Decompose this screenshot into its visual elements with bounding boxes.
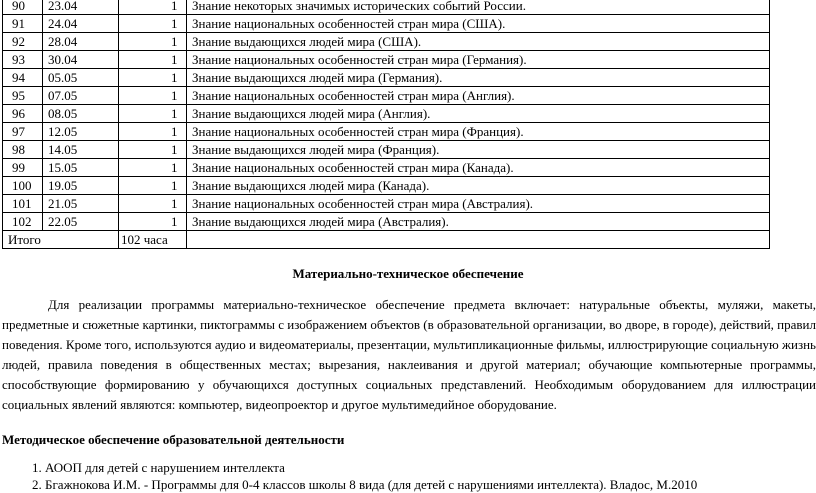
lesson-number: 94: [3, 69, 43, 87]
lesson-date: 19.05: [43, 177, 119, 195]
lesson-date: 08.05: [43, 105, 119, 123]
lesson-hours: 1: [119, 177, 187, 195]
lesson-topic: Знание некоторых значимых исторических событий России.: [187, 0, 770, 15]
lesson-number: 90: [3, 0, 43, 15]
table-row: [3, 15, 770, 33]
reference-item: 2. Бгажнокова И.М. - Программы для 0-4 классов школы 8 вида (для детей с нарушениями интеллекта). Владос, М.2010: [32, 477, 698, 492]
lesson-number: 101: [3, 195, 43, 213]
lesson-date: 28.04: [43, 33, 119, 51]
lesson-date: 30.04: [43, 51, 119, 69]
material-paragraph: Для реализации программы материально-техническое обеспечение предмета включает: натуральные объекты, муляжи, макеты, предметные и сюжетные картинки, пиктограммы с изображением объектов (в образовательной организации, во дворе, в городе), действий, правил поведения. Кроме того, используются аудио и видеоматериалы, презентации, мультипликационные фильмы, иллюстрирующие социальную жизнь людей, правила поведения в общественных местах; вырезания, наклеивания и другой материал; обучающие компьютерные программы, способствующие формированию у обучающихся доступных социальных представлений. Необходимым оборудованием для иллюстрации социальных явлений являются: компьютер, видеопроектор и другое мультимедийное оборудование.: [2, 297, 816, 412]
lesson-number: 102: [3, 213, 43, 231]
lesson-date: 24.04: [43, 15, 119, 33]
lesson-topic: Знание национальных особенностей стран мира (США).: [187, 15, 770, 33]
lesson-topic: Знание национальных особенностей стран мира (Франция).: [187, 123, 770, 141]
lesson-date: 05.05: [43, 69, 119, 87]
lesson-number: 93: [3, 51, 43, 69]
lesson-hours: 1: [119, 51, 187, 69]
lesson-topic: Знание национальных особенностей стран мира (Англия).: [187, 87, 770, 105]
lesson-date: 23.04: [43, 0, 119, 15]
lesson-hours: 1: [119, 87, 187, 105]
methodical-heading: Методическое обеспечение образовательной деятельности: [2, 432, 345, 447]
lesson-topic: Знание национальных особенностей стран мира (Канада).: [187, 159, 770, 177]
lesson-date: 14.05: [43, 141, 119, 159]
lesson-date: 12.05: [43, 123, 119, 141]
lesson-date: 21.05: [43, 195, 119, 213]
table-row: [3, 87, 770, 105]
lesson-hours: 1: [119, 159, 187, 177]
table-row: [3, 177, 770, 195]
lesson-hours: 1: [119, 195, 187, 213]
lesson-number: 92: [3, 33, 43, 51]
total-empty-cell: [187, 231, 770, 249]
reference-item: 1. АООП для детей с нарушением интеллекта: [32, 460, 285, 475]
table-row: [3, 213, 770, 231]
lesson-number: 98: [3, 141, 43, 159]
lesson-hours: 1: [119, 213, 187, 231]
lesson-hours: 1: [119, 69, 187, 87]
table-row: [3, 51, 770, 69]
total-label: Итого: [3, 231, 119, 249]
reference-list: [2, 459, 697, 493]
lesson-number: 97: [3, 123, 43, 141]
lesson-topic: Знание выдающихся людей мира (Канада).: [187, 177, 770, 195]
lesson-topic: Знание выдающихся людей мира (Франция).: [187, 141, 770, 159]
total-row: [3, 231, 770, 249]
lesson-topic: Знание выдающихся людей мира (Германия).: [187, 69, 770, 87]
lesson-topic: Знание выдающихся людей мира (Австралия).: [187, 213, 770, 231]
lesson-hours: 1: [119, 123, 187, 141]
table-row: [3, 69, 770, 87]
lesson-topic: Знание национальных особенностей стран мира (Германия).: [187, 51, 770, 69]
lesson-number: 96: [3, 105, 43, 123]
lesson-number: 95: [3, 87, 43, 105]
lesson-topic: Знание национальных особенностей стран мира (Австралия).: [187, 195, 770, 213]
table-row: [3, 0, 770, 15]
table-row: [3, 159, 770, 177]
material-heading: Материально-техническое обеспечение: [292, 266, 524, 281]
table-row: [3, 195, 770, 213]
schedule-total: [3, 231, 770, 249]
lesson-topic: Знание выдающихся людей мира (США).: [187, 33, 770, 51]
lesson-hours: 1: [119, 33, 187, 51]
schedule-table: [2, 0, 770, 249]
lesson-hours: 1: [119, 15, 187, 33]
total-hours: 102 часа: [119, 231, 187, 249]
table-row: [3, 123, 770, 141]
lesson-hours: 1: [119, 0, 187, 15]
lesson-date: 22.05: [43, 213, 119, 231]
lesson-number: 99: [3, 159, 43, 177]
lesson-date: 15.05: [43, 159, 119, 177]
lesson-number: 100: [3, 177, 43, 195]
lesson-date: 07.05: [43, 87, 119, 105]
lesson-hours: 1: [119, 141, 187, 159]
lesson-number: 91: [3, 15, 43, 33]
schedule-table-body: [3, 0, 770, 231]
table-row: [3, 33, 770, 51]
table-row: [3, 141, 770, 159]
lesson-hours: 1: [119, 105, 187, 123]
table-row: [3, 105, 770, 123]
lesson-topic: Знание выдающихся людей мира (Англия).: [187, 105, 770, 123]
